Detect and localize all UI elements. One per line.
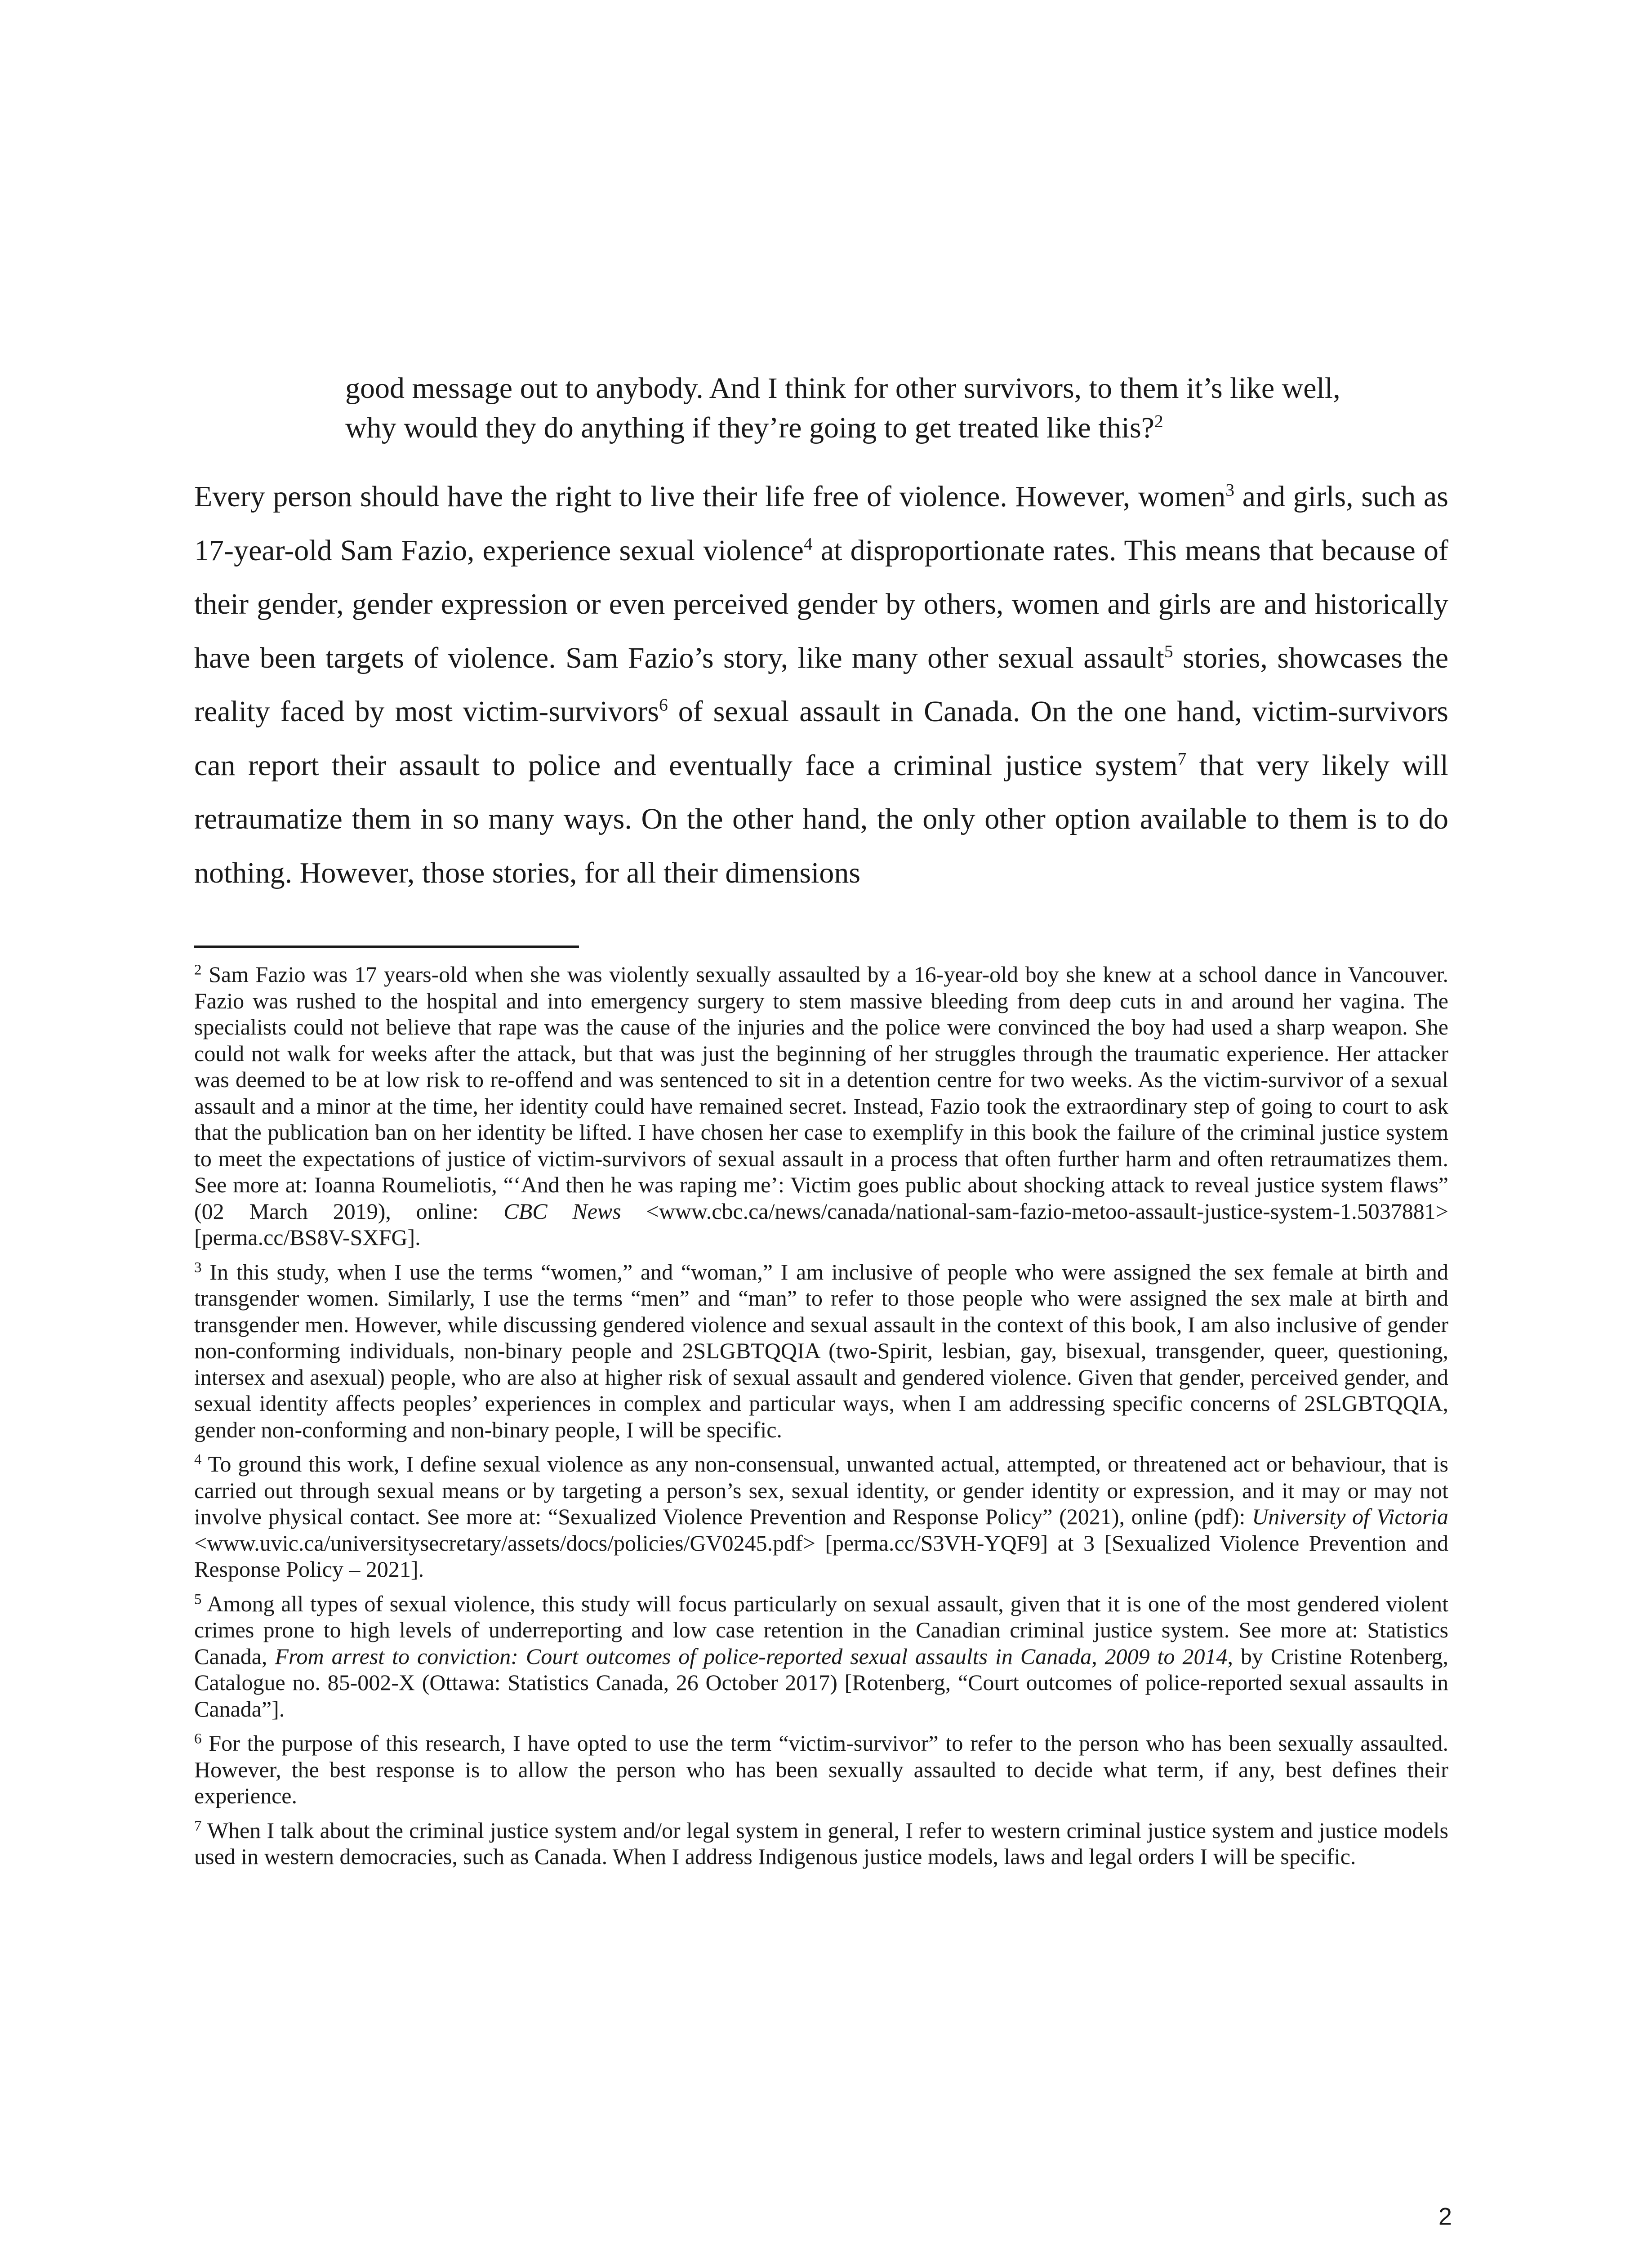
footnote-3 <box>194 1259 1448 1443</box>
footnote-text: Among all types of sexual violence, this study will focus particularly on sexual assault, given that it is one of the most gendered violent crimes prone to high levels of underreporting and low case retention in the Canadian criminal justice system. See more at: Statistics Canada, <box>194 1591 1448 1669</box>
footnote-number: 5 <box>194 1591 202 1607</box>
footnote-ref-5: 5 <box>1164 641 1173 661</box>
footnote-6 <box>194 1730 1448 1809</box>
footnote-ref-4: 4 <box>803 533 813 553</box>
footnote-number: 7 <box>194 1818 202 1834</box>
footnote-text: For the purpose of this research, I have opted to use the term “victim-survivor” to refer to the person who has been sexually assaulted. However, the best response is to allow the person who has been sexually assaulted to decide what term, if any, best defines their experience. <box>194 1731 1448 1808</box>
footnote-number: 2 <box>194 962 202 978</box>
body-text-4: stories, showcases the reality faced by most victim-survivors <box>194 641 1448 728</box>
body-text-5: of sexual assault in Canada. On the one hand, victim-survivors can report their assault to police and eventually face a criminal justice system <box>194 695 1448 782</box>
footnote-number: 4 <box>194 1451 202 1468</box>
footnote-text: <www.uvic.ca/universitysecretary/assets/docs/policies/GV0245.pdf> [perma.cc/S3VH-YQF9] at 3 [Sexualized Violence Prevention and Response Policy – 2021]. <box>194 1530 1448 1582</box>
footnote-7 <box>194 1817 1448 1870</box>
quote-line-2: why would they do anything if they’re going to get treated like this? <box>345 411 1154 444</box>
footnote-text: , by Cristine Rotenberg, Catalogue no. 85-002-X (Ottawa: Statistics Canada, 26 October 2017) [Rotenberg, “Court outcomes of police-reported sexual assaults in Canada”]. <box>194 1643 1449 1722</box>
body-paragraph <box>194 470 1448 900</box>
footnote-number: 6 <box>194 1731 202 1747</box>
footnote-text: <www.cbc.ca/news/canada/national-sam-fazio-metoo-assault-justice-system-1.5037881> [perma.cc/BS8V-SXFG]. <box>194 1198 1449 1250</box>
page-number: 2 <box>1438 2203 1452 2230</box>
footnote-text: To ground this work, I define sexual violence as any non-consensual, unwanted actual, attempted, or threatened act or behaviour, that is carried out through sexual means or by targeting a person’s sex, sexual identity, or gender identity or expression, and it may or may not involve physical contact. See more at: “Sexualized Violence Prevention and Response Policy” (2021), online (pdf): <box>194 1451 1448 1529</box>
body-text-1: Every person should have the right to live their life free of violence. However, women <box>194 480 1226 513</box>
footnote-4 <box>194 1451 1448 1583</box>
footnote-ref-7: 7 <box>1177 748 1187 768</box>
footnote-text: Sam Fazio was 17 years-old when she was violently sexually assaulted by a 16-year-old boy she knew at a school dance in Vancouver. Fazio was rushed to the hospital and into emergency surgery to stem massive bleeding from deep cuts in and around her vagina. The specialists could not believe that rape was the cause of the injuries and the police were convinced the boy had used a sharp weapon. She could not walk for weeks after the attack, but that was just the beginning of her struggles through the traumatic experience. Her attacker was deemed to be at low risk to re-offend and was sentenced to sit in a detention centre for two weeks. As the victim-survivor of a sexual assault and a minor at the time, her identity could have remained secret. Instead, Fazio took the extraordinary step of going to court to ask that the publication ban on her identity be lifted. I have chosen her case to exemplify in this book the failure of the criminal justice system to meet the expectations of justice of victim-survivors of sexual assault in a process that often further harm and often retraumatizes them. See more at: Ioanna Roumeliotis, “‘And then he was raping me’: Victim goes public about shocking attack to reveal justice system flaws” (02 March 2019), online: <box>194 962 1448 1224</box>
footnote-2 <box>194 961 1448 1251</box>
body-text-2: and girls, such as 17-year-old Sam Fazio, experience sexual violence <box>194 480 1448 567</box>
footnote-italic: University of Victoria <box>1252 1504 1448 1529</box>
footnote-number: 3 <box>194 1259 202 1276</box>
block-quote <box>345 369 1438 448</box>
footnote-italic: CBC News <box>503 1198 621 1224</box>
quote-line-1: good message out to anybody. And I think for other survivors, to them it’s like well, <box>345 372 1340 405</box>
footnote-italic: From arrest to conviction: Court outcomes of police-reported sexual assaults in Canada, 2009 to 2014 <box>275 1643 1228 1669</box>
footnotes <box>194 961 1448 1878</box>
footnote-ref-3: 3 <box>1225 480 1235 500</box>
footnote-ref-2: 2 <box>1154 411 1163 431</box>
footnote-ref-6: 6 <box>659 695 668 715</box>
footnote-text: When I talk about the criminal justice system and/or legal system in general, I refer to western criminal justice system and justice models used in western democracies, such as Canada. When I address Indigenous justice models, laws and legal orders I will be specific. <box>194 1817 1448 1869</box>
footnote-text: In this study, when I use the terms “women,” and “woman,” I am inclusive of people who were assigned the sex female at birth and transgender women. Similarly, I use the terms “men” and “man” to refer to those people who were assigned the sex male at birth and transgender men. However, while discussing gendered violence and sexual assault in the context of this book, I am also inclusive of gender non-conforming individuals, non-binary people and 2SLGBTQQIA (two-Spirit, lesbian, gay, bisexual, transgender, queer, questioning, intersex and asexual) people, who are also at higher risk of sexual assault and gendered violence. Given that gender, perceived gender, and sexual identity affects peoples’ experiences in complex and particular ways, when I am addressing specific concerns of 2SLGBTQQIA, gender non-conforming and non-binary people, I will be specific. <box>194 1259 1448 1442</box>
footnote-5 <box>194 1591 1448 1722</box>
body-text-3: at disproportionate rates. This means that because of their gender, gender expression or even perceived gender by others, women and girls are and historically have been targets of violence. Sam Fazio’s story, like many other sexual assault <box>194 534 1448 674</box>
footnote-separator <box>194 946 579 948</box>
body-text-6: that very likely will retraumatize them in so many ways. On the other hand, the only other option available to them is to do nothing. However, those stories, for all their dimensions <box>194 749 1448 889</box>
